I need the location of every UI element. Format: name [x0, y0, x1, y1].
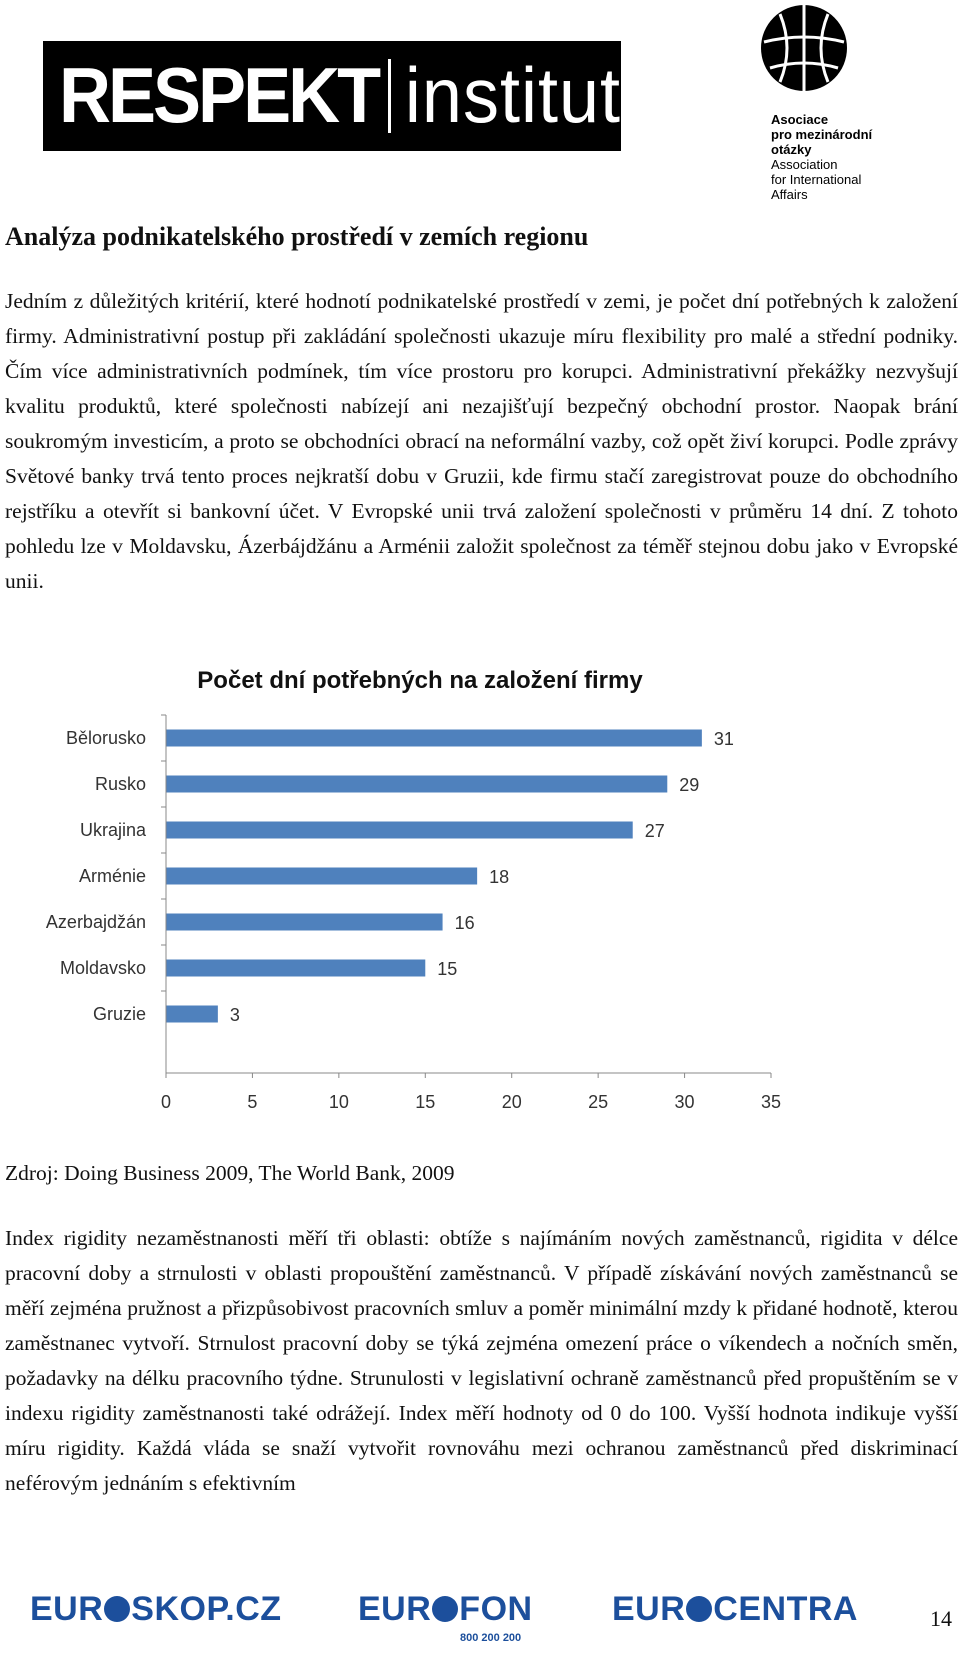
logo-divider — [388, 59, 391, 133]
amo-line: Asociace — [771, 112, 829, 127]
logo-institut-word: institut — [404, 52, 621, 140]
eurofon-logo-part: EUR — [358, 1590, 432, 1628]
eurofon-phone: 800 200 200 — [460, 1632, 522, 1644]
x-tick-label: 10 — [328, 1092, 349, 1112]
source-note: Zdroj: Doing Business 2009, The World Bank, 2009 — [5, 1161, 455, 1185]
amo-line: Affairs — [771, 187, 808, 202]
section-heading: Analýza podnikatelského prostředí v zemích regionu — [5, 222, 589, 251]
eurocentra-logo-part: CENTRA — [713, 1590, 858, 1628]
amo-line: for International — [771, 172, 862, 187]
bar — [166, 1006, 218, 1023]
category-label: Moldavsko — [59, 958, 146, 978]
data-label: 29 — [679, 775, 700, 795]
x-tick-label: 35 — [760, 1092, 782, 1112]
bar — [166, 960, 425, 977]
paragraph-business-environment: Jedním z důležitých kritérií, které hodnotí podnikatelské prostředí v zemi, je počet dní potřebných k založení firmy. Administrativní postup při zakládání společnosti ukazuje míru flexibility pro malé a střední podniky. Čím více administrativních podmínek, tím více prostoru pro korupci. Administrativní překážky nezvyšují kvalitu produktů, které společnosti nabízejí ani nezajišťují bezpečný obchodní prostor. Naopak brání soukromým investicím, a proto se obchodníci obrací na neformální vazby, což opět živí korupci. Podle zprávy Světové banky trvá tento proces nejkratší dobu v Gruzii, kde firmu stačí zaregistrovat pouze do obchodního rejstříku a otevřít si bankovní účet. V Evropské unii trvá založení společnosti v průměru 14 dní. Z tohoto pohledu lze v Moldavsku, Ázerbájdžánu a Arménii založit společnost za téměř stejnou dobu jako v Evropské unii. — [5, 289, 958, 593]
category-label: Gruzie — [92, 1004, 146, 1024]
data-label: 3 — [229, 1005, 240, 1025]
x-tick-label: 15 — [415, 1092, 436, 1112]
amo-line: Association — [771, 157, 838, 172]
amo-line: pro mezinárodní — [771, 127, 873, 142]
bar — [166, 822, 633, 839]
eurocentra-logo-part: EUR — [612, 1590, 686, 1628]
amo-line: otázky — [771, 142, 812, 157]
eurofon-logo[interactable] — [358, 1590, 533, 1629]
x-tick-label: 30 — [674, 1092, 695, 1112]
data-label: 18 — [489, 867, 510, 887]
page-number: 14 — [930, 1606, 952, 1631]
category-label: Rusko — [94, 774, 146, 794]
euroskop-logo-part: SKOP.CZ — [131, 1590, 282, 1628]
data-label: 16 — [454, 913, 475, 933]
x-tick-label: 5 — [247, 1092, 258, 1112]
amo-globe-icon — [760, 2, 848, 110]
bar-chart — [0, 660, 960, 1130]
x-tick-label: 25 — [588, 1092, 609, 1112]
category-label: Ukrajina — [79, 820, 146, 840]
bar — [166, 776, 667, 793]
eu-stars-icon — [104, 1596, 130, 1622]
bar — [166, 914, 443, 931]
eurofon-logo-part: FON — [459, 1590, 533, 1628]
eu-stars-icon — [432, 1596, 458, 1622]
eurocentra-logo[interactable] — [612, 1590, 858, 1629]
category-label: Arménie — [78, 866, 146, 886]
eu-stars-icon — [686, 1596, 712, 1622]
bar — [166, 730, 702, 747]
data-label: 31 — [713, 729, 734, 749]
respekt-institut-logo — [43, 41, 621, 151]
data-label: 27 — [644, 821, 665, 841]
x-tick-label: 20 — [501, 1092, 522, 1112]
paragraph-rigidity-index: Index rigidity nezaměstnanosti měří tři oblasti: obtíže s najímáním nových zaměstnanců, rigidita v délce pracovní doby a strnulosti v oblasti propouštění zaměstnanců. V případě získávání nových zaměstnanců se měří zejména pružnost a přizpůsobivost pracovních smluv a poměr minimální mzdy k přidané hodnotě, kterou zaměstnanec vytvoří. Strnulost pracovní doby se týká zejména omezení práce o víkendech a nočních směn, požadavky na délku pracovního týdne. Strunulosti v legislativní ochraně zaměstnanců před propuštěním se v indexu rigidity zaměstnanosti také odrážejí. Index měří hodnoty od 0 do 100. Vyšší hodnota indikuje vyšší míru rigidity. Každá vláda se snaží vytvořit rovnováhu mezi ochranou zaměstnanců před diskriminací neférovým jednáním s efektivním — [5, 1226, 958, 1495]
data-label: 15 — [437, 959, 458, 979]
bar — [166, 868, 477, 885]
amo-text — [771, 112, 941, 202]
x-tick-label: 0 — [160, 1092, 172, 1112]
euroskop-logo-part: EUR — [30, 1590, 104, 1628]
euroskop-logo[interactable] — [30, 1590, 282, 1629]
category-label: Azerbajdžán — [45, 912, 146, 932]
logo-respekt-word: RESPEKT — [59, 52, 379, 140]
category-label: Bělorusko — [65, 728, 146, 748]
chart-title: Počet dní potřebných na založení firmy — [197, 667, 643, 694]
